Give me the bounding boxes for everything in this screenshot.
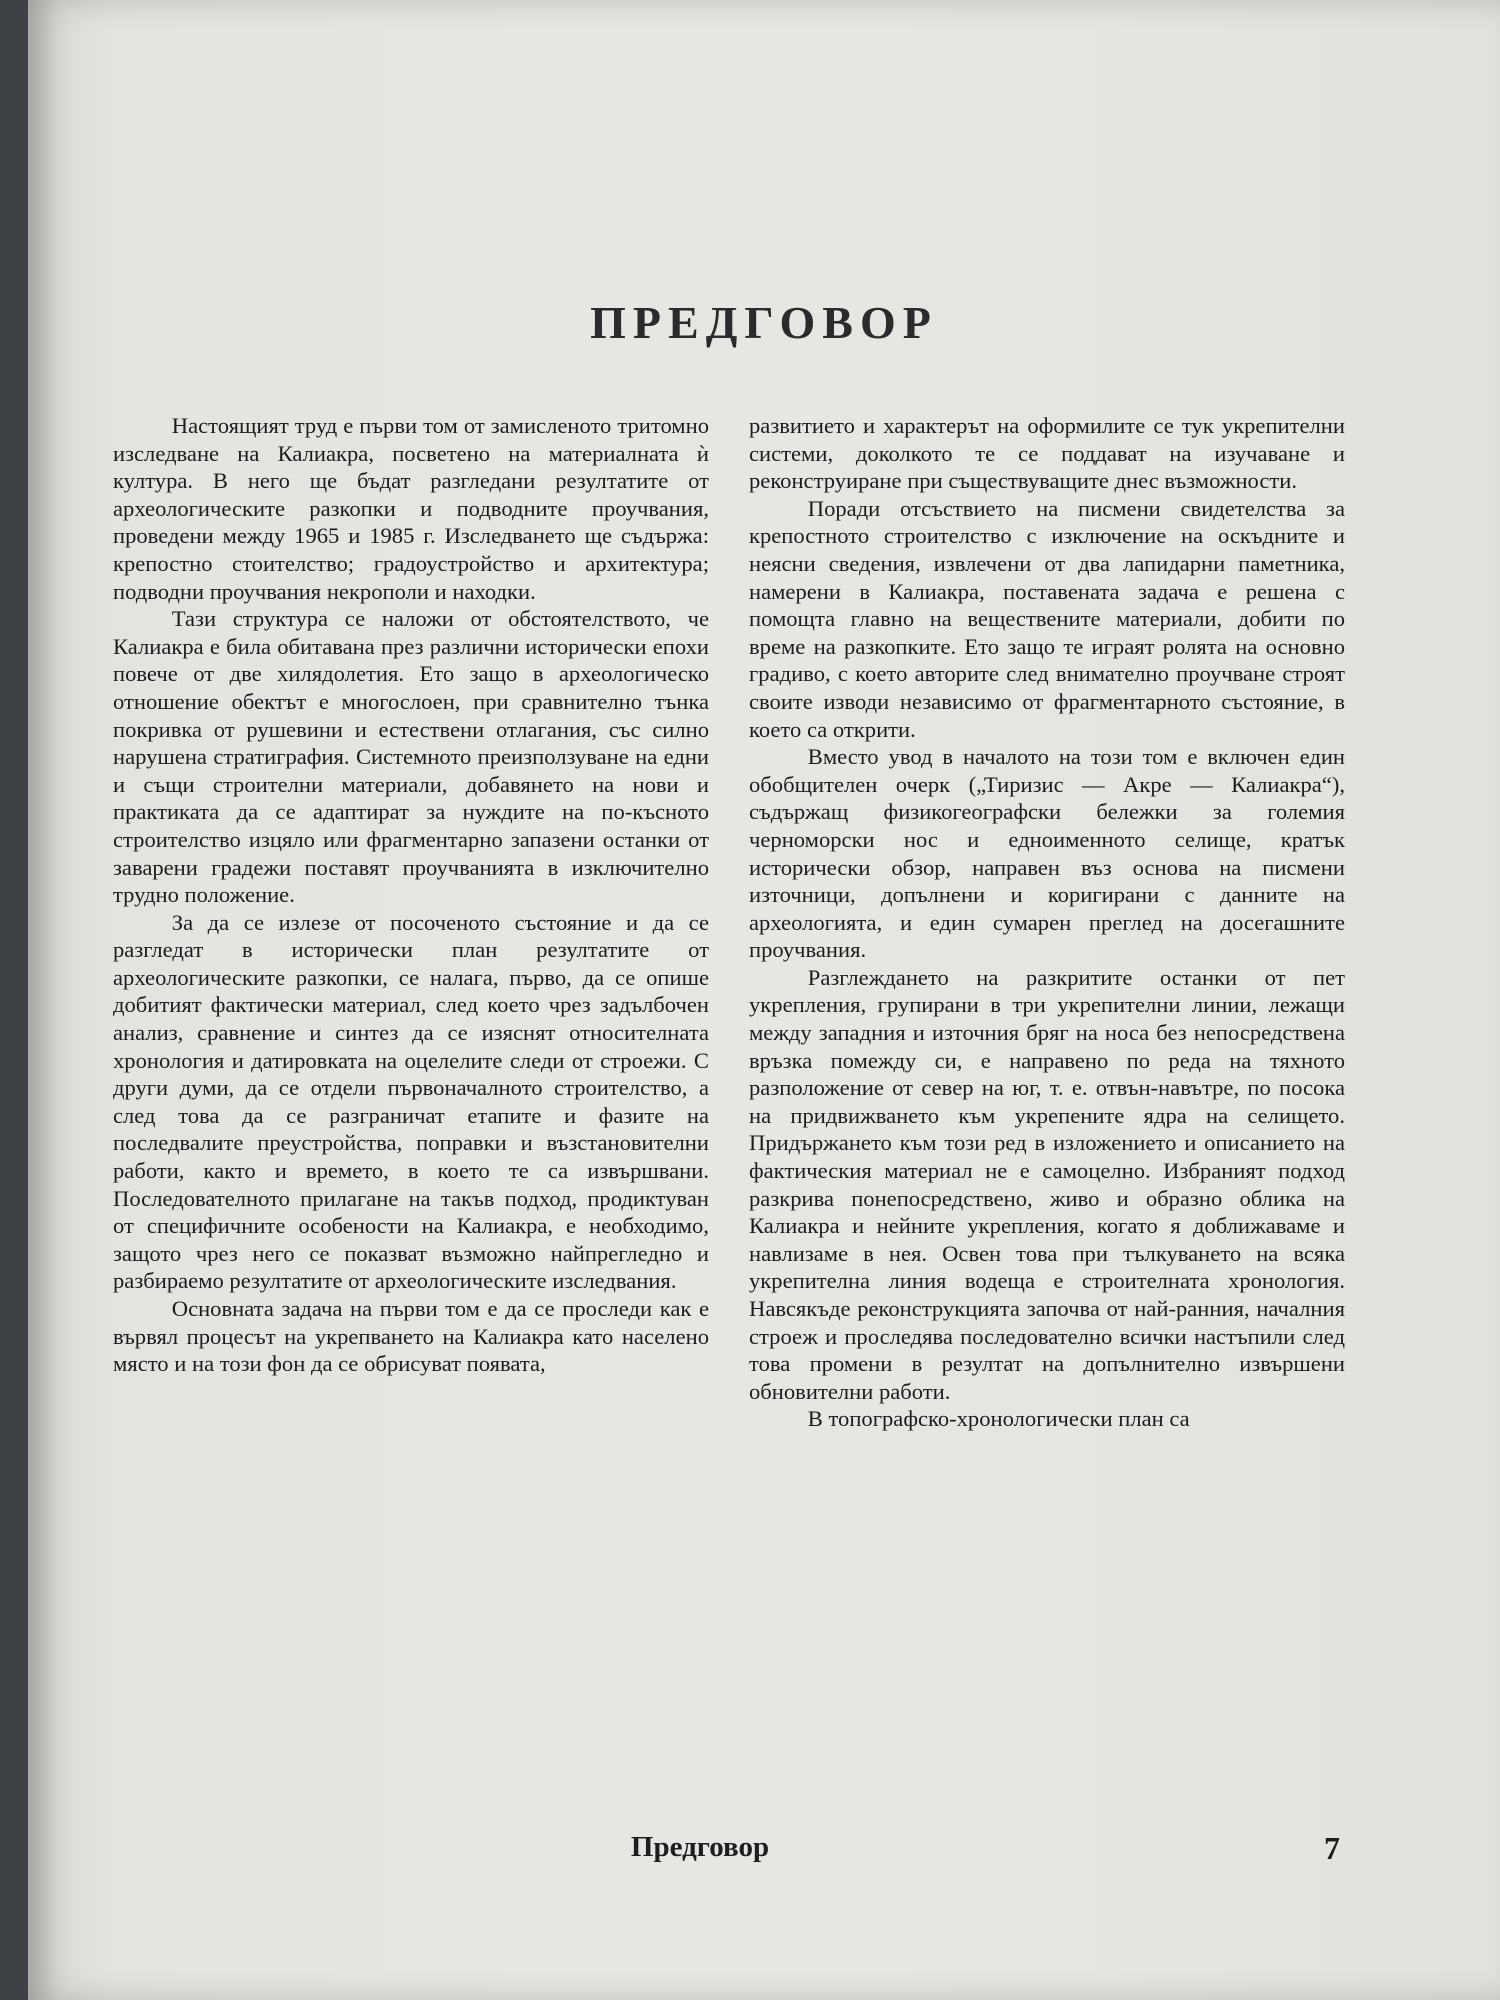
paragraph: Разглеждането на разкритите останки от пет укрепления, групирани в три укрепителни линии, лежащи между западния и източния бряг на носа без непосредствена връзка помежду си, е направено по реда на тяхното разположение от север на юг, т. е. отвън-навътре, по посока на придвижването към укрепените ядра на селището. Придържането към този ред в изложението и описанието на фактическия материал не е самоцелно. Избраният подход разкрива понепосредствено, живо и образно облика на Калиакра и нейните укрепления, когато я доближаваме и навлизаме в нея. Освен това при тълкуването на всяка укрепителна линия водеща е строителната хронология. Навсякъде реконструкцията започва от най-ранния, началния строеж и проследява последователно всички настъпили след това промени в резултат на допълнително извършени обновителни работи.	[749, 964, 1345, 1404]
book-page	[28, 0, 1500, 2000]
paragraph: В топографско-хронологически план са	[807, 1406, 1190, 1432]
paragraph: Поради отсъствието на писмени свидетелства за крепостното строителство с изключение на оскъдните и неясни сведения, извлечени от два лапидарни паметника, намерени в Калиакра, поставената задача е решена с помощта главно на веществените материали, добити по време на разкопките. Ето защо те играят ролята на основно градиво, с което авторите след внимателно проучване строят своите изводи независимо от фрагментарното състояние, в което са открити.	[749, 495, 1345, 742]
paragraph: Основната задача на първи том е да се проследи как е вървял процесът на укрепването на Калиакра като населено място и на този фон да се обрисуват появата,	[113, 1296, 709, 1377]
paragraph: Вместо увод в началото на този том е включен един обобщителен очерк („Тиризис — Акре — Калиакра“), съдържащ физикогеографски бележки за големия черноморски нос и едноименното селище, кратък исторически обзор, направен въз основа на писмени източници, допълнени и коригирани с данните на археологията, и един сумарен преглед на досегашните проучвания.	[749, 744, 1345, 963]
page-title: ПРЕДГОВОР	[590, 297, 938, 348]
paragraph: развитието и характерът на оформилите се тук укрепителни системи, доколкото те се поддават на изучаване и реконструиране при съществуващите днес възможности.	[749, 413, 1345, 494]
paragraph: За да се излезе от посоченото състояние и да се разгледат в исторически план резултатите от археологическите разкопки, се налага, първо, да се опише добитият фактически материал, след което чрез задълбочен анализ, сравнение и синтез да се изяснят относителната хронология и датировката на оцелелите следи от строежи. С други думи, да се отдели първоначалното строителство, а след това да се разграничат етапите и фазите на последвалите преустройства, поправки и възстановителни работи, както и времето, в което те са извършвани. Последователното прилагане на такъв подход, продиктуван от специфичните особености на Калиакра, е необходимо, защото чрез него се показват възможно найпрегледно и разбираемо резултатите от археологическите изследвания.	[113, 909, 709, 1294]
paragraph: Настоящият труд е първи том от замисленото тритомно изследване на Калиакра, посветено на материалната ѝ култура. В него ще бъдат разгледани резултатите от археологическите разкопки и подводните проучвания, проведени между 1965 и 1985 г. Изследването ще съдържа: крепостно стоителство; градоустройство и архитектура; подводни проучвания некрополи и находки.	[113, 413, 709, 604]
running-footer-title: Предговор	[630, 1831, 770, 1863]
paragraph: Тази структура се наложи от обстоятелството, че Калиакра е била обитавана през различни исторически епохи повече от две хилядолетия. Ето защо в археологическо отношение обектът е многослоен, при сравнително тънка покривка от рушевини и естествени отлагания, със силно нарушена стратиграфия. Системното преизползуване на едни и същи строителни материали, добавянето на нови и практиката да се адаптират за нуждите на по-късното строителство изцяло или фрагментарно запазени останки от заварени градежи поставят проучванията в изключително трудно положение.	[113, 606, 709, 908]
left-text-column	[113, 412, 709, 1378]
page-number: 7	[1324, 1830, 1340, 1866]
right-text-column	[749, 412, 1345, 1433]
